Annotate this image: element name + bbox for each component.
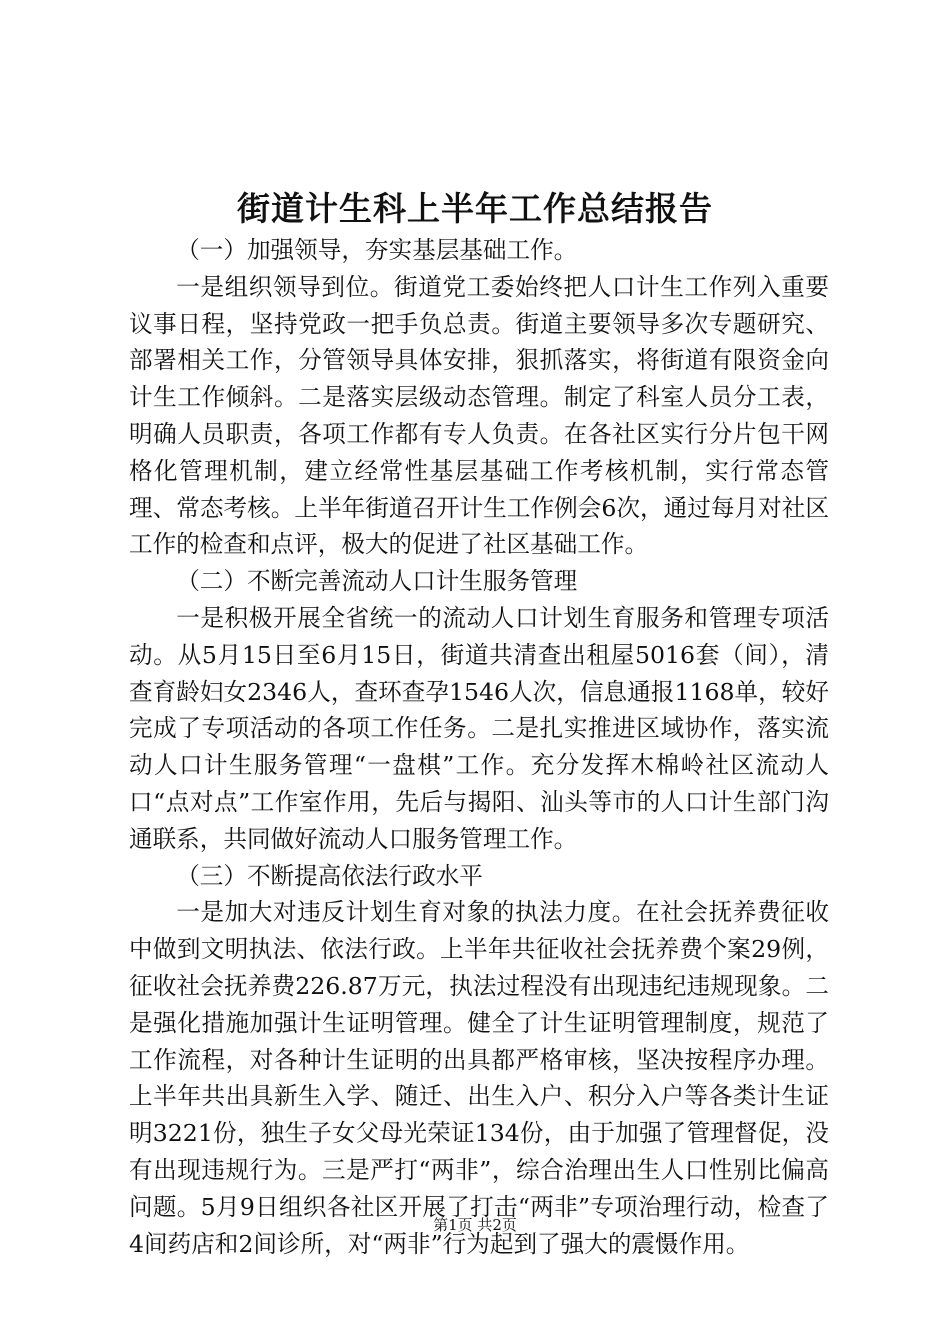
- section-heading-1: （一）加强领导，夯实基层基础工作。: [176, 236, 578, 264]
- page-footer: 第1页 共2页: [433, 1216, 517, 1234]
- section-heading-3: （三）不断提高依法行政水平: [176, 861, 483, 890]
- paragraph-2: 一是积极开展全省统一的流动人口计划生育服务和管理专项活动。从5月15日至6月15日，街道共清查出租屋5016套（间），清查育龄妇女2346人，查环查孕1546人次，信息通报1168单，较好完成了专项活动的各项工作任务。二是扎实推进区域协作，落实流动人口计生服务管理“一盘棋”工作。充分发挥木棉岭社区流动人口“点对点”工作室作用，先后与揭阳、汕头等市的人口计生部门沟通联系，共同做好流动人口服务管理工作。: [129, 603, 829, 853]
- paragraph-1: 一是组织领导到位。街道党工委始终把人口计生工作列入重要议事日程，坚持党政一把手负总责。街道主要领导多次专题研究、部署相关工作，分管领导具体安排，狠抓落实，将街道有限资金向计生工作倾斜。二是落实层级动态管理。制定了科室人员分工表，明确人员职责，各项工作都有专人负责。在各社区实行分片包干网格化管理机制，建立经常性基层基础工作考核机制，实行常态管理、常态考核。上半年街道召开计生工作例会6次，通过每月对社区工作的检查和点评，极大的促进了社区基础工作。: [129, 272, 829, 559]
- document-body: [129, 232, 829, 1262]
- paragraph-3: 一是加大对违反计划生育对象的执法力度。在社会抚养费征收中做到文明执法、依法行政。上半年共征收社会抚养费个案29例，征收社会抚养费226.87万元，执法过程没有出现违纪违规现象。二是强化措施加强计生证明管理。健全了计生证明管理制度，规范了工作流程，对各种计生证明的出具都严格审核，坚决按程序办理。上半年共出具新生入学、随迁、出生入户、积分入户等各类计生证明3221份，独生子女父母光荣证134份，由于加强了管理督促，没有出现违规行为。三是严打“两非”，综合治理出生人口性别比偏高问题。5月9日组织各社区开展了打击“两非”专项治理行动，检查了4间药店和2间诊所，对“两非”行为起到了强大的震慑作用。: [129, 898, 829, 1258]
- section-heading-2: （二）不断完善流动人口计生服务管理: [176, 567, 578, 596]
- document-title: 街道计生科上半年工作总结报告: [237, 189, 713, 228]
